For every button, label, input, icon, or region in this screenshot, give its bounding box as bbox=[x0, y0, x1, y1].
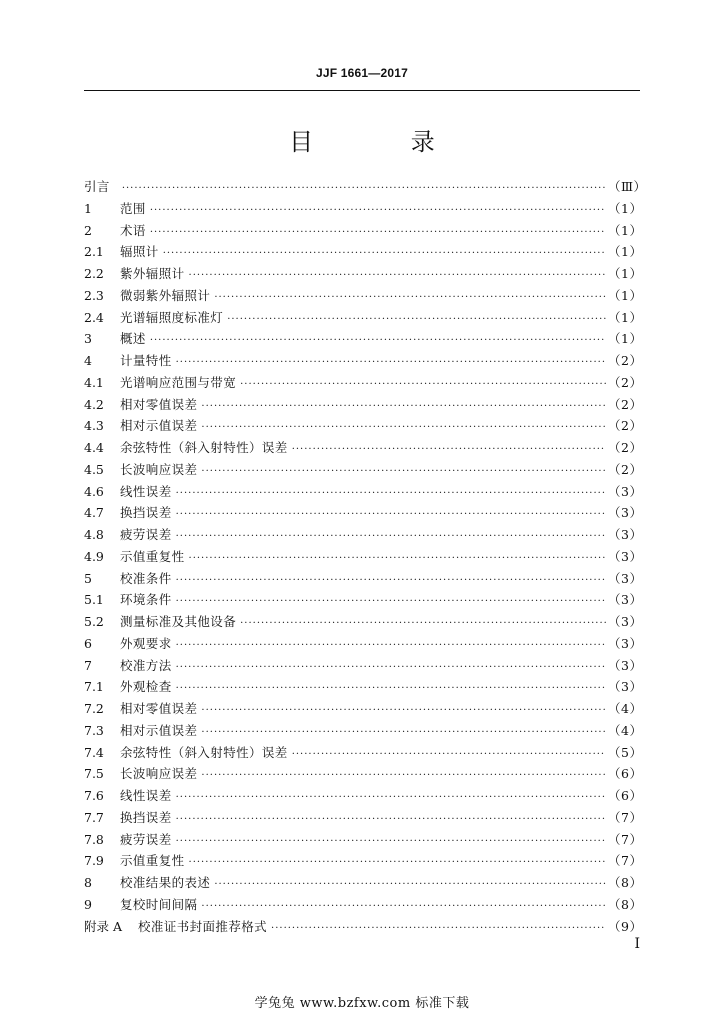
toc-entry-number: 7 bbox=[84, 657, 92, 673]
toc-entry-number: 7.5 bbox=[84, 766, 104, 782]
toc-entry-title: 线性误差 bbox=[120, 788, 172, 803]
toc-dot-leader bbox=[176, 483, 606, 505]
toc-entry-title: 校准条件 bbox=[120, 570, 172, 586]
toc-dot-leader bbox=[189, 265, 606, 287]
toc-entry-number: 4.6 bbox=[84, 483, 104, 499]
toc-entry-page: （6） bbox=[608, 766, 643, 782]
toc-dot-leader bbox=[176, 504, 606, 526]
toc-entry-page: （2） bbox=[608, 374, 643, 390]
toc-dot-leader bbox=[176, 831, 606, 853]
toc-entry-page: （3） bbox=[608, 548, 643, 564]
toc-entry[interactable] bbox=[84, 481, 643, 503]
toc-entry-page: （7） bbox=[608, 809, 643, 825]
toc-entry-title: 余弦特性（斜入射特性）误差 bbox=[120, 440, 288, 455]
toc-entry[interactable] bbox=[84, 524, 643, 546]
toc-entry-number: 2 bbox=[84, 222, 92, 238]
toc-entry-title: 换挡误差 bbox=[120, 505, 172, 521]
toc-dot-leader bbox=[189, 852, 606, 874]
toc-entry-page: （5） bbox=[608, 744, 643, 760]
toc-dot-leader bbox=[176, 352, 606, 374]
toc-entry-page: （3） bbox=[608, 505, 643, 521]
toc-entry-page: （2） bbox=[608, 353, 643, 368]
toc-dot-leader bbox=[176, 591, 606, 613]
toc-entry-title: 引言 bbox=[84, 179, 110, 194]
toc-entry-number: 7.8 bbox=[84, 831, 104, 847]
toc-entry-page: （8） bbox=[608, 875, 643, 890]
toc-dot-leader bbox=[176, 657, 606, 679]
toc-dot-leader bbox=[201, 700, 606, 722]
toc-entry-page: （7） bbox=[608, 831, 643, 847]
toc-entry-title: 校准方法 bbox=[120, 657, 172, 673]
toc-dot-leader bbox=[176, 678, 606, 700]
toc-entry-number: 7.9 bbox=[84, 853, 104, 869]
toc-entry-number: 4.9 bbox=[84, 548, 104, 564]
toc-entry-number: 1 bbox=[84, 200, 92, 216]
toc-entry-title: 余弦特性（斜入射特性）误差 bbox=[120, 744, 288, 760]
toc-entry[interactable] bbox=[84, 742, 643, 764]
toc-entry[interactable] bbox=[84, 198, 643, 220]
toc-entry[interactable] bbox=[84, 220, 643, 242]
toc-entry-page: （9） bbox=[608, 918, 643, 934]
toc-entry-number: 9 bbox=[84, 896, 92, 912]
toc-entry-title: 术语 bbox=[120, 222, 146, 238]
toc-entry-number: 7.1 bbox=[84, 679, 104, 695]
toc-entry-page: （1） bbox=[608, 222, 643, 238]
toc-entry[interactable] bbox=[84, 459, 643, 481]
toc-entry-number: 5 bbox=[84, 570, 92, 586]
header-rule bbox=[84, 90, 640, 91]
toc-entry-number: 8 bbox=[84, 875, 92, 890]
toc-entry-title: 示值重复性 bbox=[120, 548, 185, 564]
toc-entry-title: 环境条件 bbox=[120, 592, 172, 608]
toc-entry-title: 换挡误差 bbox=[120, 809, 172, 825]
toc-entry-page: （1） bbox=[608, 200, 643, 216]
toc-entry-title: 微弱紫外辐照计 bbox=[120, 287, 211, 303]
toc-entry[interactable] bbox=[84, 698, 643, 720]
toc-entry-page: （1） bbox=[608, 287, 643, 303]
toc-entry-number: 7.7 bbox=[84, 809, 104, 825]
toc-entry-title: 示值重复性 bbox=[120, 853, 185, 869]
toc-entry-title: 相对示值误差 bbox=[120, 722, 198, 738]
toc-entry-title: 计量特性 bbox=[120, 353, 172, 368]
toc-dot-leader bbox=[201, 896, 606, 918]
toc-entry-page: （3） bbox=[608, 570, 643, 586]
toc-entry-number: 7.6 bbox=[84, 788, 104, 803]
toc-dot-leader bbox=[271, 918, 606, 940]
toc-dot-leader bbox=[163, 243, 606, 265]
toc-entry-title: 外观检查 bbox=[120, 679, 172, 695]
toc-entry[interactable] bbox=[84, 350, 643, 372]
toc-entry-title: 校准结果的表述 bbox=[120, 875, 211, 890]
toc-dot-leader bbox=[214, 874, 606, 896]
toc-entry-page: （3） bbox=[608, 592, 643, 608]
toc-entry[interactable] bbox=[84, 850, 643, 872]
toc-entry-number: 4.1 bbox=[84, 374, 104, 390]
toc-entry-page: （6） bbox=[608, 788, 643, 803]
toc-entry[interactable] bbox=[84, 546, 643, 568]
toc-entry[interactable] bbox=[84, 720, 643, 742]
table-of-contents bbox=[84, 176, 647, 937]
toc-entry[interactable] bbox=[84, 568, 643, 590]
toc-entry-page: （1） bbox=[608, 244, 643, 260]
toc-entry-title: 复校时间间隔 bbox=[120, 896, 198, 912]
toc-dot-leader bbox=[227, 309, 606, 331]
toc-entry[interactable] bbox=[84, 502, 643, 524]
toc-dot-leader bbox=[176, 635, 606, 657]
toc-entry[interactable] bbox=[84, 263, 643, 285]
toc-entry[interactable] bbox=[84, 916, 643, 938]
toc-dot-leader bbox=[176, 570, 606, 592]
toc-entry-page: （2） bbox=[608, 396, 643, 412]
toc-entry-page: （4） bbox=[608, 701, 643, 716]
toc-entry-page: （Ⅲ） bbox=[608, 179, 647, 194]
toc-entry-title: 光谱辐照度标准灯 bbox=[120, 309, 224, 325]
toc-entry-number: 2.3 bbox=[84, 287, 104, 303]
toc-entry[interactable] bbox=[84, 894, 643, 916]
toc-entry-page: （1） bbox=[608, 266, 643, 281]
toc-entry-title: 校准证书封面推荐格式 bbox=[138, 918, 268, 934]
toc-entry-number: 4.4 bbox=[84, 440, 104, 455]
toc-entry-title: 范围 bbox=[120, 200, 146, 216]
toc-entry-number: 2.4 bbox=[84, 309, 104, 325]
toc-entry-page: （1） bbox=[608, 309, 643, 325]
toc-entry-title: 辐照计 bbox=[120, 244, 159, 260]
toc-entry[interactable] bbox=[84, 785, 643, 807]
toc-entry-page: （3） bbox=[608, 657, 643, 673]
toc-entry[interactable] bbox=[84, 437, 643, 459]
toc-dot-leader bbox=[201, 722, 606, 744]
toc-entry-number: 4.8 bbox=[84, 527, 104, 542]
toc-entry-title: 相对示值误差 bbox=[120, 418, 198, 434]
toc-entry[interactable] bbox=[84, 655, 643, 677]
toc-entry-page: （2） bbox=[608, 418, 643, 434]
toc-dot-leader bbox=[150, 330, 606, 352]
toc-entry-number: 3 bbox=[84, 331, 92, 347]
toc-dot-leader bbox=[150, 200, 606, 222]
toc-entry-page: （4） bbox=[608, 722, 643, 738]
toc-entry[interactable] bbox=[84, 328, 643, 350]
toc-entry[interactable] bbox=[84, 829, 643, 851]
toc-dot-leader bbox=[176, 809, 606, 831]
toc-entry-number: 4 bbox=[84, 353, 92, 368]
toc-dot-leader bbox=[122, 178, 606, 200]
toc-dot-leader bbox=[201, 417, 606, 439]
toc-dot-leader bbox=[176, 787, 606, 809]
toc-entry[interactable] bbox=[84, 763, 643, 785]
toc-dot-leader bbox=[150, 222, 606, 244]
toc-entry-page: （8） bbox=[608, 896, 643, 912]
toc-entry-number: 2.2 bbox=[84, 266, 104, 281]
toc-entry-number: 6 bbox=[84, 635, 92, 651]
toc-entry-number: 4.5 bbox=[84, 461, 104, 477]
toc-entry[interactable] bbox=[84, 241, 643, 263]
toc-dot-leader bbox=[201, 396, 606, 418]
toc-entry[interactable] bbox=[84, 872, 643, 894]
toc-entry[interactable] bbox=[84, 676, 643, 698]
toc-entry-number: 2.1 bbox=[84, 244, 104, 260]
toc-dot-leader bbox=[176, 526, 606, 548]
toc-entry-title: 概述 bbox=[120, 331, 146, 347]
toc-entry-page: （3） bbox=[608, 527, 643, 542]
toc-entry-page: （3） bbox=[608, 635, 643, 651]
toc-dot-leader bbox=[201, 461, 606, 483]
toc-entry-title: 相对零值误差 bbox=[120, 396, 198, 412]
toc-entry-page: （2） bbox=[608, 461, 643, 477]
toc-entry-number: 附录 A bbox=[84, 918, 123, 934]
toc-entry-title: 线性误差 bbox=[120, 483, 172, 499]
toc-entry-title: 光谱响应范围与带宽 bbox=[120, 374, 237, 390]
toc-entry-page: （1） bbox=[608, 331, 643, 347]
footer-watermark: 学兔兔 www.bzfxw.com 标准下载 bbox=[254, 996, 470, 1011]
toc-entry[interactable] bbox=[84, 394, 643, 416]
toc-entry[interactable] bbox=[84, 176, 647, 198]
toc-dot-leader bbox=[201, 765, 606, 787]
toc-dot-leader bbox=[292, 744, 606, 766]
toc-entry-number: 4.3 bbox=[84, 418, 104, 434]
toc-entry[interactable] bbox=[84, 415, 643, 437]
toc-dot-leader bbox=[240, 613, 606, 635]
toc-entry-number: 7.4 bbox=[84, 744, 104, 760]
toc-entry-title: 测量标准及其他设备 bbox=[120, 614, 237, 629]
toc-entry[interactable] bbox=[84, 589, 643, 611]
toc-entry-number: 7.2 bbox=[84, 701, 104, 716]
toc-entry-page: （3） bbox=[608, 679, 643, 695]
toc-entry-title: 疲劳误差 bbox=[120, 831, 172, 847]
toc-title: 目 录 bbox=[289, 128, 480, 156]
toc-entry-title: 长波响应误差 bbox=[120, 461, 198, 477]
toc-entry[interactable] bbox=[84, 307, 643, 329]
toc-dot-leader bbox=[240, 374, 606, 396]
toc-entry-number: 5.2 bbox=[84, 614, 104, 629]
toc-entry-number: 4.2 bbox=[84, 396, 104, 412]
toc-entry[interactable] bbox=[84, 807, 643, 829]
toc-dot-leader bbox=[292, 439, 606, 461]
toc-entry-title: 疲劳误差 bbox=[120, 527, 172, 542]
page-number: I bbox=[634, 936, 640, 952]
toc-entry-number: 7.3 bbox=[84, 722, 104, 738]
toc-entry[interactable] bbox=[84, 285, 643, 307]
toc-entry-number: 4.7 bbox=[84, 505, 104, 521]
toc-entry-page: （7） bbox=[608, 853, 643, 869]
document-code: JJF 1661—2017 bbox=[315, 66, 408, 80]
toc-entry-page: （2） bbox=[608, 440, 643, 455]
toc-entry-title: 长波响应误差 bbox=[120, 766, 198, 782]
toc-dot-leader bbox=[189, 548, 606, 570]
toc-entry-number: 5.1 bbox=[84, 592, 104, 608]
toc-entry[interactable] bbox=[84, 633, 643, 655]
toc-entry[interactable] bbox=[84, 372, 643, 394]
toc-entry-title: 外观要求 bbox=[120, 635, 172, 651]
toc-entry-title: 相对零值误差 bbox=[120, 701, 198, 716]
toc-entry[interactable] bbox=[84, 611, 643, 633]
toc-entry-page: （3） bbox=[608, 483, 643, 499]
toc-entry-title: 紫外辐照计 bbox=[120, 266, 185, 281]
toc-entry-page: （3） bbox=[608, 614, 643, 629]
toc-dot-leader bbox=[214, 287, 606, 309]
